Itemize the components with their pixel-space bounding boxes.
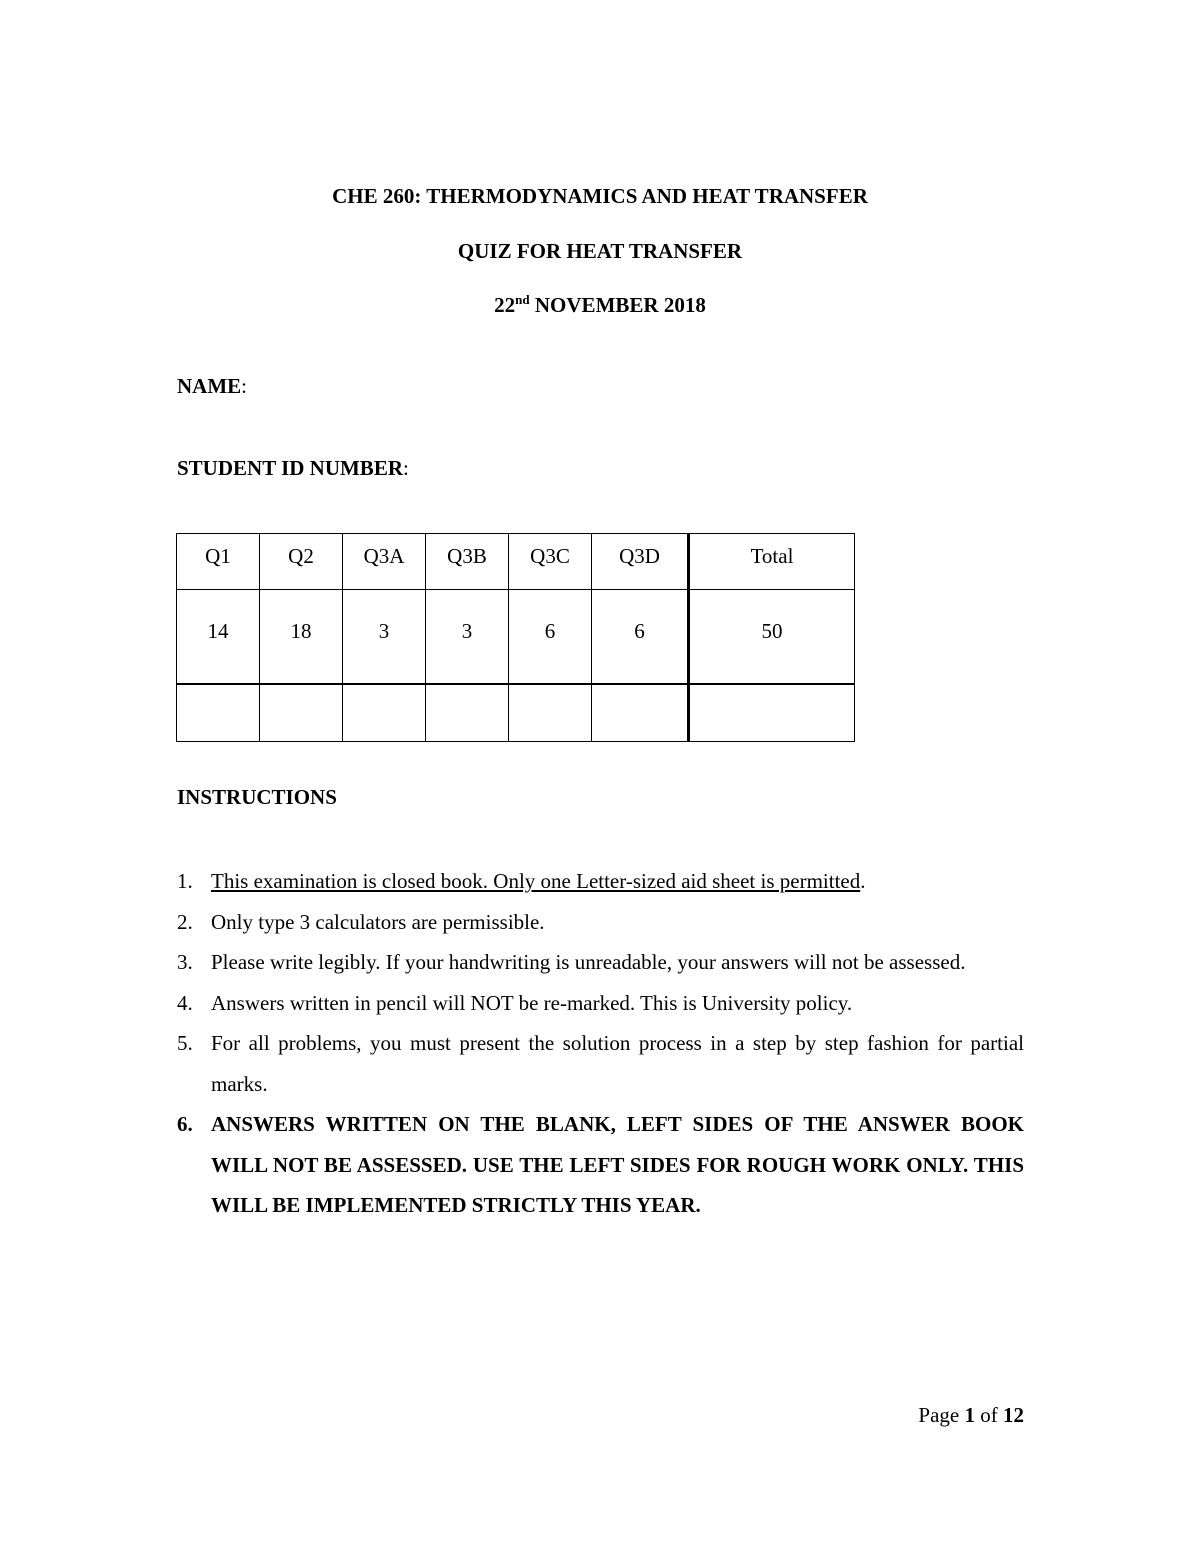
instruction-text: For all problems, you must present the solution process in a step by step fashion for partial marks. [211, 1031, 1024, 1096]
score-cell [592, 684, 689, 742]
instruction-item: 1. This examination is closed book. Only one Letter-sized aid sheet is permitted. [177, 869, 866, 893]
instructions-heading: INSTRUCTIONS [177, 785, 337, 809]
score-cell [177, 684, 260, 742]
instruction-text: Only type 3 calculators are permissible. [211, 909, 545, 934]
score-cell [509, 684, 592, 742]
instruction-item-important: 6. ANSWERS WRITTEN ON THE BLANK, LEFT SIDES OF THE ANSWER BOOK WILL NOT BE ASSESSED. USE THE LEFT SIDES FOR ROUGH WORK ONLY. THIS WILL BE IMPLEMENTED STRICTLY THIS YEAR. [177, 1112, 1024, 1217]
marks-header-row [177, 534, 855, 590]
student-id-field: STUDENT ID NUMBER: [177, 456, 409, 480]
quiz-title: QUIZ FOR HEAT TRANSFER [457, 239, 743, 263]
page-number [918, 1403, 1024, 1427]
name-field: NAME: [177, 374, 248, 398]
date-suffix: nd [515, 292, 530, 307]
page-total: 12 [1003, 1403, 1024, 1427]
header-cell: Q1 [177, 534, 260, 590]
header-cell: Q3B [426, 534, 509, 590]
instruction-item: 5. For all problems, you must present the solution process in a step by step fashion for partial marks. [177, 1031, 1024, 1096]
course-title: CHE 260: THERMODYNAMICS AND HEAT TRANSFER [332, 184, 868, 208]
instruction-item: 4. Answers written in pencil will NOT be re-marked. This is University policy. [177, 990, 853, 1015]
instruction-text: Answers written in pencil will NOT be re-marked. This is University policy. [211, 990, 853, 1015]
header-cell: Q3C [509, 534, 592, 590]
instruction-item: 2. Only type 3 calculators are permissible. [177, 909, 545, 934]
date-rest: NOVEMBER 2018 [529, 293, 706, 317]
header-cell: Q2 [260, 534, 343, 590]
student-id-label: STUDENT ID NUMBER [177, 456, 403, 480]
date-day: 22 [494, 293, 516, 317]
name-label: NAME [177, 374, 242, 398]
quiz-date [0, 293, 1200, 320]
max-mark-cell: 14 [177, 590, 260, 684]
score-cell [260, 684, 343, 742]
instruction-text: This examination is closed book. Only one Letter-sized aid sheet is permitted [211, 869, 861, 893]
max-mark-cell: 3 [343, 590, 426, 684]
max-mark-cell: 18 [260, 590, 343, 684]
instruction-text: ANSWERS WRITTEN ON THE BLANK, LEFT SIDES OF THE ANSWER BOOK WILL NOT BE ASSESSED. USE THE LEFT SIDES FOR ROUGH WORK ONLY. THIS WILL BE IMPLEMENTED STRICTLY THIS YEAR. [211, 1112, 1024, 1217]
header-cell: Q3D [592, 534, 689, 590]
header-cell: Q3A [343, 534, 426, 590]
max-mark-cell-total: 50 [689, 590, 855, 684]
instruction-text: Please write legibly. If your handwriting is unreadable, your answers will not be assessed. [211, 950, 966, 974]
of-word: of [975, 1403, 1003, 1427]
score-cell [343, 684, 426, 742]
score-cell-total [689, 684, 855, 742]
max-mark-cell: 6 [592, 590, 689, 684]
max-marks-row [177, 590, 855, 684]
page-current: 1 [964, 1403, 975, 1427]
instruction-item: 3. Please write legibly. If your handwriting is unreadable, your answers will not be assessed. [177, 950, 966, 974]
score-cell [426, 684, 509, 742]
instructions-list [177, 861, 1024, 1226]
header-cell-total: Total [689, 534, 855, 590]
marks-table [176, 533, 855, 742]
score-entry-row [177, 684, 855, 742]
max-mark-cell: 3 [426, 590, 509, 684]
page-word: Page [918, 1403, 965, 1427]
max-mark-cell: 6 [509, 590, 592, 684]
